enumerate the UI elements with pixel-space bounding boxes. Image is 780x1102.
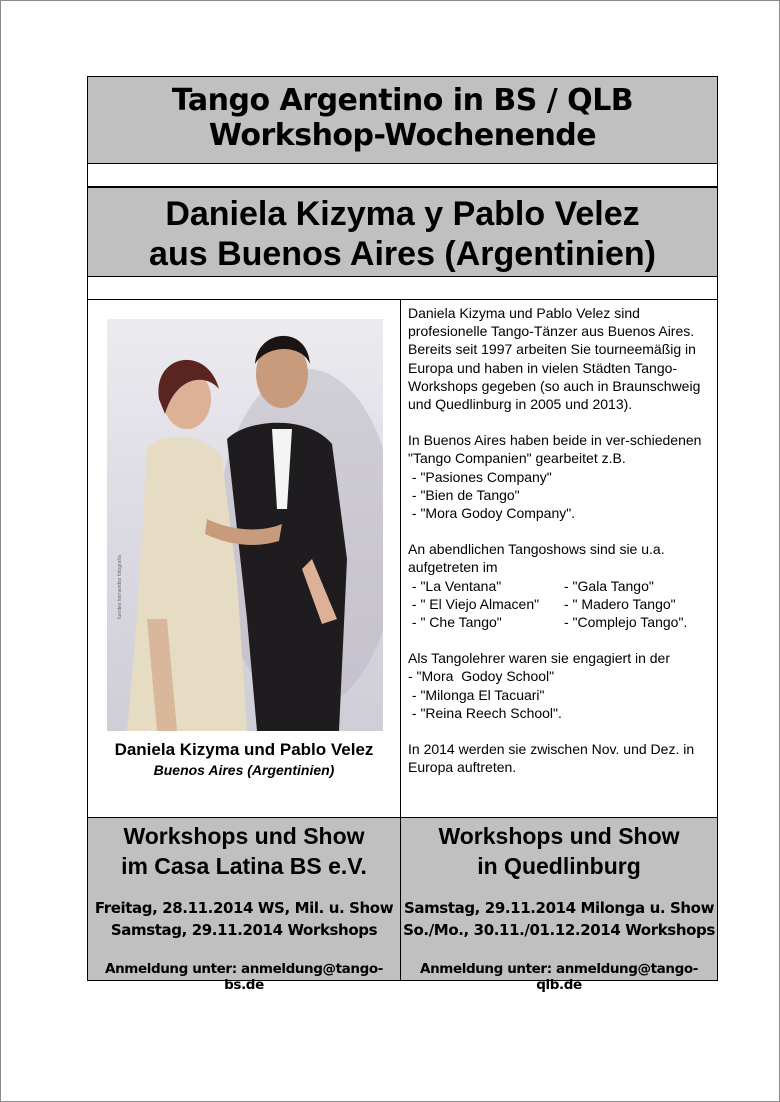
title-line-1: Tango Argentino in BS / QLB	[171, 83, 634, 118]
bio-intro: In Buenos Aires haben beide in ver-schiedenen "Tango Companien" gearbeitet z.B.	[408, 432, 702, 467]
list-item: - "Reina Reech School".	[408, 704, 562, 721]
bio-paragraph: In 2014 werden sie zwischen Nov. und Dez. in Europa auftreten.	[408, 741, 695, 776]
content-row	[88, 300, 717, 818]
event-dates: Samstag, 29.11.2014 Milonga u. Show So./Mo., 30.11./01.12.2014 Workshops	[403, 899, 715, 939]
column-divider	[400, 300, 401, 817]
bio-text	[408, 304, 714, 794]
dancers-photo	[107, 319, 383, 731]
headline-line-2: aus Buenos Aires (Argentinien)	[149, 235, 656, 273]
list-item: - "Mora Godoy Company".	[408, 505, 576, 522]
dancers-illustration	[107, 319, 383, 731]
registration-email: Anmeldung unter: anmeldung@tango-bs.de	[105, 961, 383, 993]
bio-paragraph: Daniela Kizyma und Pablo Velez sind profesionelle Tango-Tänzer aus Buenos Aires. Bereits seit 1997 arbeiten Sie tourneemäßig in Europa und haben in vielen Städten Tango-Workshops gegeben (so auch in Braunschweig und Quedlinburg in 2005 und 2013).	[408, 305, 701, 413]
events-row	[88, 818, 717, 993]
list-item: - "La Ventana" - "Gala Tango"	[408, 577, 654, 594]
bio-paragraph	[408, 431, 714, 522]
bio-paragraph	[408, 540, 714, 631]
headline-line-1: Daniela Kizyma y Pablo Velez	[165, 195, 640, 233]
photo-credit: fuentes hernandez fotografía	[117, 555, 123, 619]
event-dates: Freitag, 28.11.2014 WS, Mil. u. Show Samstag, 29.11.2014 Workshops	[94, 899, 394, 939]
list-item: - "Bien de Tango"	[408, 486, 520, 503]
photo-caption-name: Daniela Kizyma und Pablo Velez	[114, 740, 374, 759]
bio-intro: Als Tangolehrer waren sie engagiert in der	[408, 650, 671, 667]
title-line-2: Workshop-Wochenende	[208, 118, 597, 153]
headline-band	[88, 187, 717, 277]
event-box-braunschweig	[88, 818, 400, 993]
event-heading: Workshops und Show im Casa Latina BS e.V.	[121, 823, 367, 879]
bio-intro: An abendlichen Tangoshows sind sie u.a. aufgetreten im	[408, 541, 665, 576]
list-item: - " Che Tango" - "Complejo Tango".	[408, 614, 688, 631]
list-item: - "Pasiones Company"	[408, 468, 552, 485]
flyer	[87, 76, 718, 993]
list-item: - "Mora Godoy School"	[408, 668, 555, 685]
bio-paragraph	[408, 649, 714, 722]
event-heading: Workshops und Show in Quedlinburg	[438, 823, 680, 879]
registration-email: Anmeldung unter: anmeldung@tango-qlb.de	[420, 961, 698, 993]
list-item: - " El Viejo Almacen" - " Madero Tango"	[408, 595, 676, 612]
list-item: - "Milonga El Tacuari"	[408, 686, 545, 703]
spacer-row	[88, 164, 717, 187]
title-band	[88, 77, 717, 164]
photo-caption-place: Buenos Aires (Argentinien)	[153, 762, 335, 778]
event-box-quedlinburg	[401, 818, 717, 993]
spacer-row	[88, 277, 717, 300]
